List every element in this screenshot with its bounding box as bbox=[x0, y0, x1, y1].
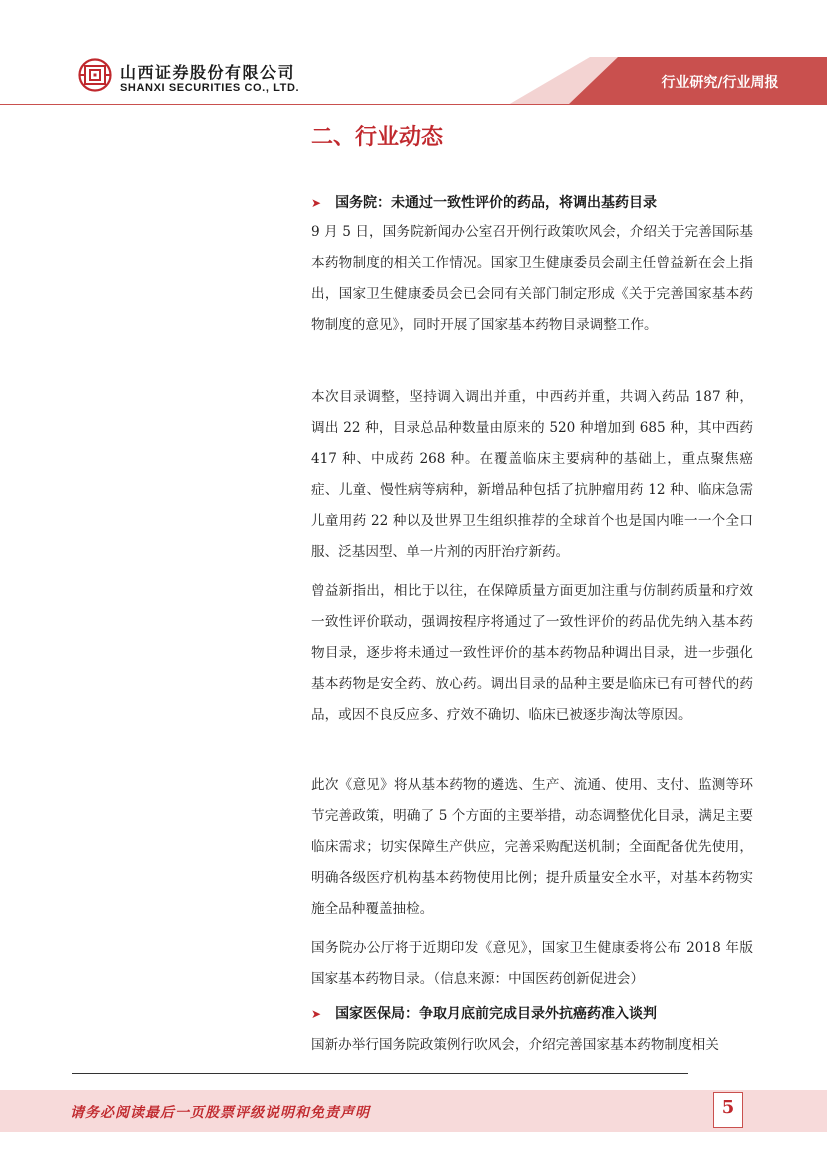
news-paragraph: 国务院办公厅将于近期印发《意见》，国家卫生健康委将公布 2018 年版国家基本药物目录。（信息来源：中国医药创新促进会） bbox=[311, 940, 753, 987]
page-header bbox=[0, 0, 827, 110]
bullet-arrow-icon: ➤ bbox=[311, 1007, 322, 1021]
news-heading-text: 国家医保局：争取月底前完成目录外抗癌药准入谈判 bbox=[335, 1006, 658, 1022]
page-number-box bbox=[713, 1092, 743, 1128]
footer-divider bbox=[72, 1073, 688, 1074]
news-paragraph: 国新办举行国务院政策例行吹风会，介绍完善国家基本药物制度相关 bbox=[311, 1037, 719, 1053]
news-heading bbox=[311, 1003, 657, 1025]
news-paragraph: 本次目录调整，坚持调入调出并重，中西药并重，共调入药品 187 种，调出 22 种，目录总品种数量由原来的 520 种增加到 685 种，其中西药 417 种、中成药 268 种。在覆盖临床主要病种的基础上，重点聚焦癌症、儿童、慢性病等病种，新增品种包括了抗肿瘤用药 12 种、临床急需儿童用药 22 种以及世界卫生组织推荐的全球首个也是国内唯一一个全口服、泛基因型、单一片剂的丙肝治疗新药。 bbox=[311, 389, 753, 560]
news-paragraph: 9 月 5 日，国务院新闻办公室召开例行政策吹风会，介绍关于完善国际基本药物制度的相关工作情况。国家卫生健康委员会副主任曾益新在会上指出，国家卫生健康委员会已会同有关部门制定形成《关于完善国家基本药物制度的意见》，同时开展了国家基本药物目录调整工作。 bbox=[311, 224, 753, 333]
disclaimer-text: 请务必阅读最后一页股票评级说明和免责声明 bbox=[70, 1105, 370, 1121]
news-paragraph: 曾益新指出，相比于以往，在保障质量方面更加注重与仿制药质量和疗效一致性评价联动，强调按程序将通过了一致性评价的药品优先纳入基本药物目录，逐步将未通过一致性评价的基本药物品种调出目录，进一步强化基本药物是安全药、放心药。调出目录的品种主要是临床已有可替代的药品，或因不良反应多、疗效不确切、临床已被逐步淘汰等原因。 bbox=[311, 583, 753, 723]
news-heading-text: 国务院：未通过一致性评价的药品，将调出基药目录 bbox=[335, 195, 658, 211]
shanxi-securities-logo-icon bbox=[78, 58, 112, 92]
news-heading bbox=[311, 192, 657, 214]
report-type-label: 行业研究/行业周报 bbox=[661, 75, 779, 91]
bullet-arrow-icon: ➤ bbox=[311, 196, 322, 210]
news-paragraph: 此次《意见》将从基本药物的遴选、生产、流通、使用、支付、监测等环节完善政策，明确了 5 个方面的主要举措，动态调整优化目录，满足主要临床需求；切实保障生产供应，完善采购配送机制；全面配备优先使用，明确各级医疗机构基本药物使用比例；提升质量安全水平，对基本药物实施全品种覆盖抽检。 bbox=[311, 777, 753, 917]
company-name-en: SHANXI SECURITIES CO., LTD. bbox=[120, 82, 300, 94]
section-title: 二、行业动态 bbox=[311, 125, 444, 150]
company-name-cn: 山西证券股份有限公司 bbox=[120, 63, 296, 82]
page-number: 5 bbox=[721, 1097, 735, 1118]
header-divider bbox=[0, 104, 827, 105]
